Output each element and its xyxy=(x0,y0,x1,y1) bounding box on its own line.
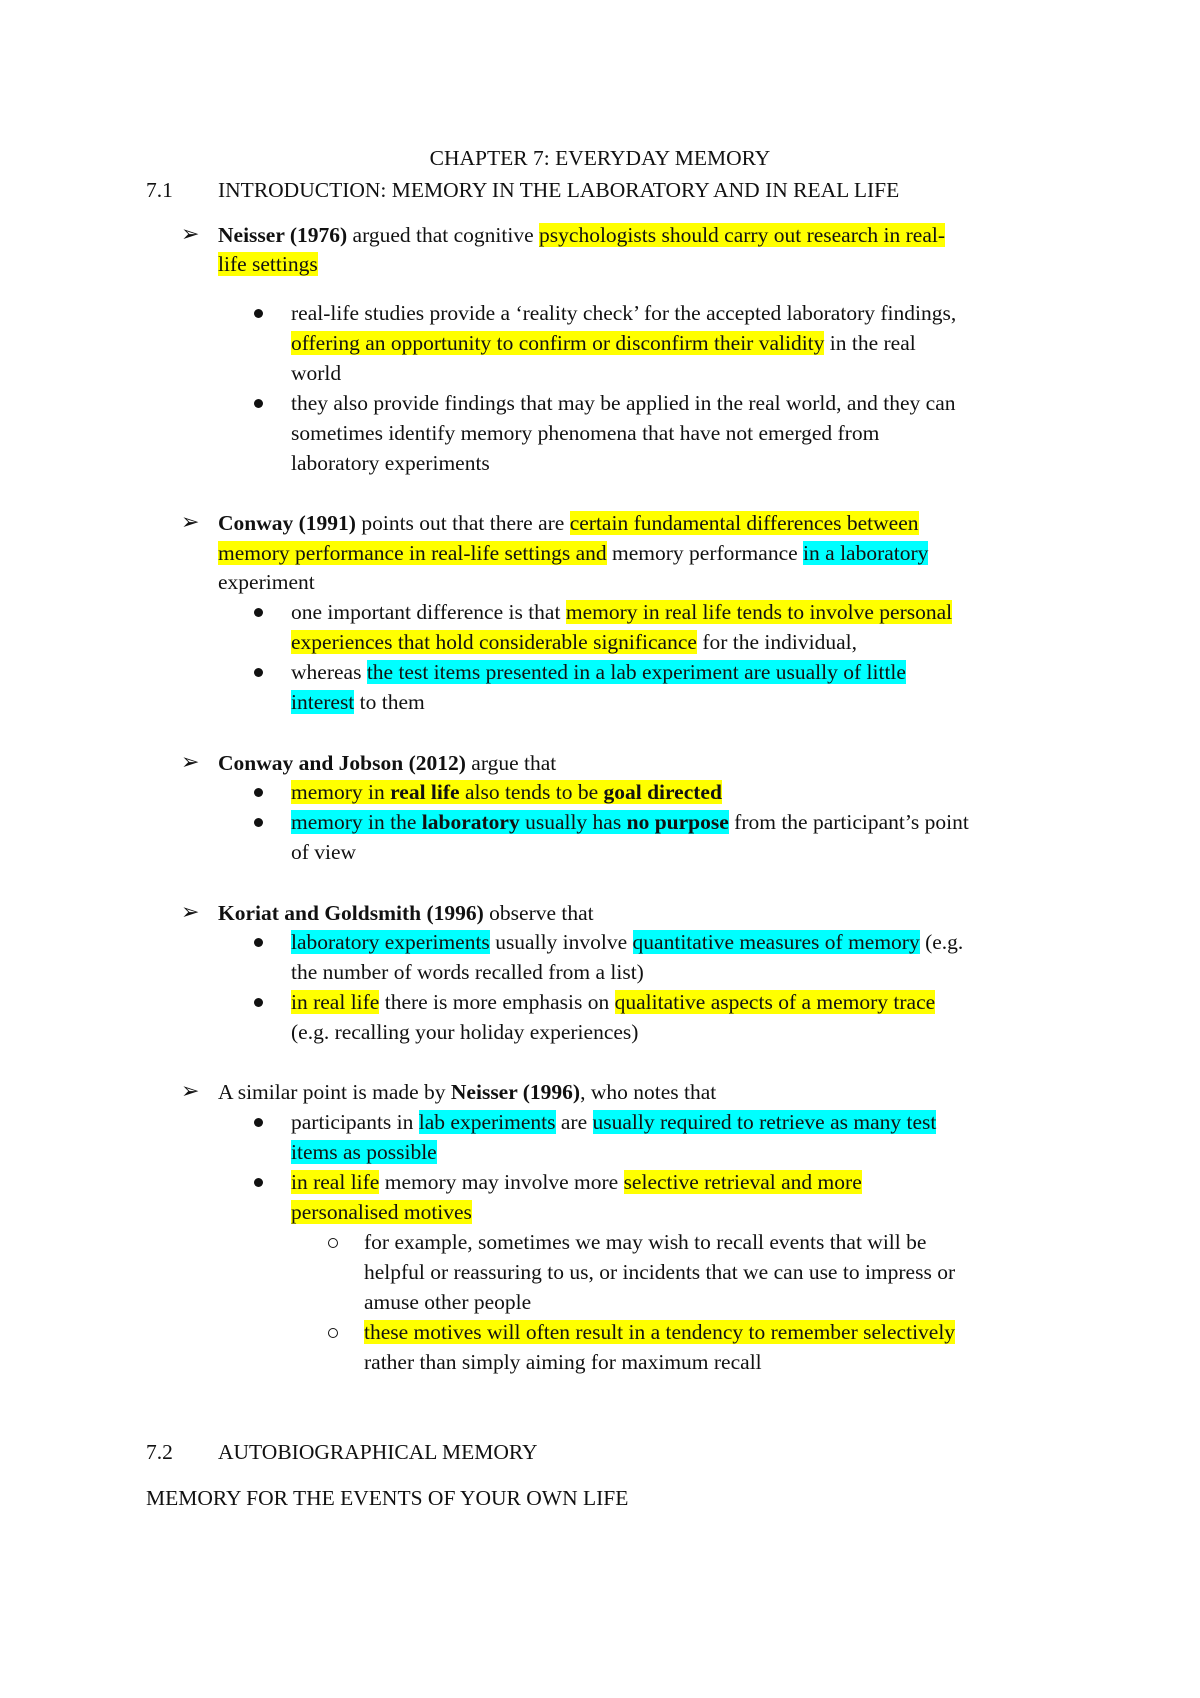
text: in the real xyxy=(824,331,916,355)
bullet-icon xyxy=(254,1178,263,1187)
neisser-1996-line1 xyxy=(218,1078,716,1106)
bullet-icon xyxy=(254,668,263,677)
conway-1991-bullet2-line1 xyxy=(291,658,906,686)
subheading: MEMORY FOR THE EVENTS OF YOUR OWN LIFE xyxy=(146,1486,629,1510)
neisser-1996-sub1-line2: helpful or reassuring to us, or incidents that we can use to impress or xyxy=(364,1260,956,1284)
bold-text: goal directed xyxy=(603,780,722,804)
neisser-1976-line2 xyxy=(218,250,318,278)
highlight-cyan: in a laboratory xyxy=(803,541,929,565)
citation: Koriat and Goldsmith (1996) xyxy=(218,901,484,925)
bullet-icon xyxy=(254,938,263,947)
neisser-1976-bullet1-line1: real-life studies provide a ‘reality check’ for the accepted laboratory findings, xyxy=(291,301,957,325)
highlight-yellow: psychologists should carry out research in real- xyxy=(539,223,946,247)
sub-bullet-circle-icon xyxy=(328,1238,338,1248)
section-number-7-1: 7.1 xyxy=(146,178,173,202)
bullet-icon xyxy=(254,818,263,827)
arrow-bullet-icon: ➢ xyxy=(181,509,200,534)
highlight-yellow: selective retrieval and more xyxy=(623,1170,862,1194)
citation: Neisser (1976) xyxy=(218,223,348,247)
text: A similar point is made by xyxy=(218,1080,451,1104)
text: points out that there are xyxy=(355,511,570,535)
neisser-1996-sub1-line1: for example, sometimes we may wish to recall events that will be xyxy=(364,1230,927,1254)
neisser-1996-sub2-line2: rather than simply aiming for maximum recall xyxy=(364,1350,762,1374)
text: whereas xyxy=(291,660,367,684)
citation: Neisser (1996) xyxy=(450,1080,581,1104)
highlight-cyan: lab experiments xyxy=(418,1110,556,1134)
text: to them xyxy=(354,690,425,714)
highlight-yellow: these motives will often result in a tendency to remember selectively xyxy=(364,1320,956,1344)
highlight-cyan xyxy=(291,810,729,834)
highlight-yellow: personalised motives xyxy=(291,1200,472,1224)
highlight-yellow: experiences that hold considerable significance xyxy=(291,630,697,654)
text: for the individual, xyxy=(696,630,857,654)
text: memory performance xyxy=(606,541,804,565)
text: argue that xyxy=(465,751,557,775)
koriat-bullet1-line1 xyxy=(291,928,963,956)
conway-1991-line3: experiment xyxy=(218,570,315,594)
bullet-icon xyxy=(254,399,263,408)
highlight-cyan: laboratory experiments xyxy=(291,930,490,954)
text: also tends to be xyxy=(459,780,604,804)
conway-jobson-bullet2-line1 xyxy=(291,808,969,836)
conway-1991-bullet1-line1 xyxy=(291,598,952,626)
conway-1991-bullet2-line2 xyxy=(291,688,425,716)
text: usually has xyxy=(519,810,627,834)
neisser-1996-bullet1-line1 xyxy=(291,1108,936,1136)
sub-bullet-circle-icon xyxy=(328,1328,338,1338)
conway-1991-line2 xyxy=(218,539,928,567)
text: memory may involve more xyxy=(379,1170,624,1194)
bullet-icon xyxy=(254,309,263,318)
highlight-yellow: offering an opportunity to confirm or disconfirm their validity xyxy=(291,331,825,355)
neisser-1976-bullet2-line1: they also provide findings that may be applied in the real world, and they can xyxy=(291,391,956,415)
arrow-bullet-icon: ➢ xyxy=(181,749,200,774)
bold-text: no purpose xyxy=(626,810,729,834)
neisser-1996-bullet1-line2 xyxy=(291,1138,437,1166)
conway-1991-line1 xyxy=(218,509,919,537)
neisser-1976-bullet2-line3: laboratory experiments xyxy=(291,451,490,475)
section-title-7-1: INTRODUCTION: MEMORY IN THE LABORATORY AND IN REAL LIFE xyxy=(218,178,900,202)
arrow-bullet-icon: ➢ xyxy=(181,1078,200,1103)
section-number-7-2: 7.2 xyxy=(146,1440,173,1464)
chapter-title: CHAPTER 7: EVERYDAY MEMORY xyxy=(429,146,771,170)
neisser-1976-bullet1-line2 xyxy=(291,329,916,357)
citation: Conway (1991) xyxy=(218,511,356,535)
highlight-yellow: life settings xyxy=(218,252,318,276)
arrow-bullet-icon: ➢ xyxy=(181,899,200,924)
bullet-icon xyxy=(254,608,263,617)
neisser-1996-bullet2-line2 xyxy=(291,1198,472,1226)
bullet-icon xyxy=(254,998,263,1007)
highlight-cyan: usually required to retrieve as many test xyxy=(592,1110,937,1134)
neisser-1976-line1 xyxy=(218,221,945,249)
text: , who notes that xyxy=(580,1080,717,1104)
citation: Conway and Jobson (2012) xyxy=(218,751,466,775)
koriat-bullet2-line2: (e.g. recalling your holiday experiences) xyxy=(291,1020,639,1044)
bold-text: real life xyxy=(390,780,460,804)
highlight-cyan: the test items presented in a lab experiment are usually of little xyxy=(366,660,906,684)
highlight-yellow: certain fundamental differences between xyxy=(569,511,919,535)
conway-jobson-bullet1 xyxy=(291,778,722,806)
highlight-yellow: in real life xyxy=(291,990,380,1014)
arrow-bullet-icon: ➢ xyxy=(181,221,200,246)
highlight-yellow xyxy=(291,780,722,804)
section-title-7-2: AUTOBIOGRAPHICAL MEMORY xyxy=(218,1440,538,1464)
neisser-1996-sub1-line3: amuse other people xyxy=(364,1290,532,1314)
text: memory in the xyxy=(291,810,422,834)
text: argued that cognitive xyxy=(347,223,540,247)
koriat-bullet1-line2: the number of words recalled from a list) xyxy=(291,960,644,984)
text: there is more emphasis on xyxy=(379,990,615,1014)
neisser-1996-sub2-line1 xyxy=(364,1318,955,1346)
text: usually involve xyxy=(489,930,633,954)
koriat-line1 xyxy=(218,899,594,927)
conway-1991-bullet1-line2 xyxy=(291,628,857,656)
bullet-icon xyxy=(254,788,263,797)
text: from the participant’s point xyxy=(728,810,969,834)
conway-jobson-bullet2-line2: of view xyxy=(291,840,357,864)
neisser-1976-bullet1-line3: world xyxy=(291,361,342,385)
text: are xyxy=(555,1110,593,1134)
bullet-icon xyxy=(254,1118,263,1127)
bold-text: laboratory xyxy=(421,810,520,834)
text: observe that xyxy=(483,901,594,925)
text: memory in xyxy=(291,780,391,804)
text: participants in xyxy=(291,1110,419,1134)
highlight-cyan: items as possible xyxy=(291,1140,437,1164)
conway-jobson-line1 xyxy=(218,749,556,777)
highlight-yellow: qualitative aspects of a memory trace xyxy=(614,990,936,1014)
koriat-bullet2-line1 xyxy=(291,988,935,1016)
text: one important difference is that xyxy=(291,600,566,624)
neisser-1996-bullet2-line1 xyxy=(291,1168,862,1196)
highlight-yellow: in real life xyxy=(291,1170,380,1194)
highlight-yellow: memory in real life tends to involve personal xyxy=(565,600,953,624)
highlight-cyan: interest xyxy=(291,690,355,714)
highlight-yellow: memory performance in real-life settings and xyxy=(218,541,607,565)
text: (e.g. xyxy=(919,930,964,954)
highlight-cyan: quantitative measures of memory xyxy=(632,930,920,954)
neisser-1976-bullet2-line2: sometimes identify memory phenomena that have not emerged from xyxy=(291,421,880,445)
